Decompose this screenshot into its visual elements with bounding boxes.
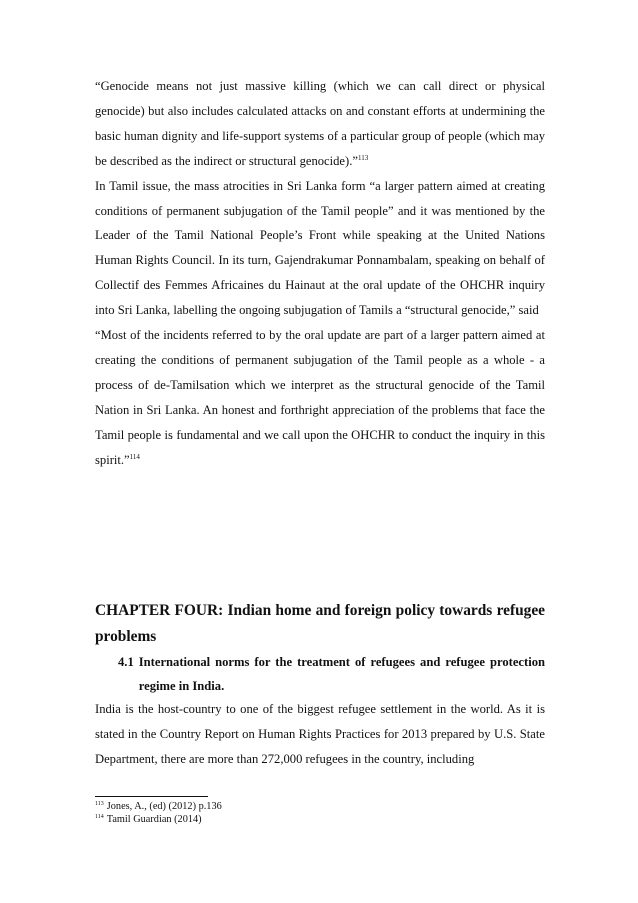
footnote-reference[interactable]: 114 bbox=[129, 452, 140, 461]
footnote-item bbox=[95, 813, 222, 826]
section-heading bbox=[118, 650, 545, 698]
paragraph-text: “Genocide means not just massive killing (which we can call direct or physical genocide) but also includes calculated attacks on and constant efforts at undermining the basic human dignity and life-support systems of a particular group of people (which may be described as the indirect or structural genocide).” bbox=[95, 79, 545, 168]
section-title: International norms for the treatment of refugees and refugee protection regime in India. bbox=[138, 655, 545, 693]
tamil-issue-paragraph bbox=[95, 174, 545, 323]
ponnambalam-quote-paragraph bbox=[95, 323, 545, 472]
footnote-divider bbox=[95, 796, 208, 797]
body-text-bottom bbox=[95, 697, 545, 772]
body-text-top bbox=[95, 74, 545, 473]
section-number: 4.1 bbox=[118, 655, 134, 669]
footnote-number: 113 bbox=[95, 801, 104, 807]
chapter-heading: CHAPTER FOUR: Indian home and foreign policy towards refugee problems bbox=[95, 602, 545, 645]
paragraph-text: “Most of the incidents referred to by the oral update are part of a larger pattern aimed at creating the conditions of permanent subjugation of the Tamil people as a whole - a process of de-Tamilsation which we interpret as the structural genocide of the Tamil Nation in Sri Lanka. An honest and forthright appreciation of the problems that face the Tamil people is fundamental and we call upon the OHCHR to conduct the inquiry in this spirit.” bbox=[95, 328, 545, 467]
paragraph-text: In Tamil issue, the mass atrocities in Sri Lanka form “a larger pattern aimed at creating conditions of permanent subjugation of the Tamil people” and it was mentioned by the Leader of the Tamil National People’s Front while speaking at the United Nations Human Rights Council. In its turn, Gajendrakumar Ponnambalam, speaking on behalf of Collectif des Femmes Africaines du Hainaut at the oral update of the OHCHR inquiry into Sri Lanka, labelling the ongoing subjugation of Tamils a “structural genocide,” said bbox=[95, 178, 545, 318]
footnote-reference[interactable]: 113 bbox=[357, 153, 369, 162]
india-refugee-paragraph: India is the host-country to one of the biggest refugee settlement in the world. As it is stated in the Country Report on Human Rights Practices for 2013 prepared by U.S. State Department, there are more than 272,000 refugees in the country, including bbox=[95, 702, 545, 766]
genocide-quote-paragraph bbox=[95, 74, 545, 174]
footnote-number: 114 bbox=[95, 814, 104, 820]
footnotes bbox=[95, 800, 222, 826]
footnote-text: Jones, A., (ed) (2012) p.136 bbox=[106, 801, 222, 812]
footnote-text: Tamil Guardian (2014) bbox=[106, 814, 202, 825]
footnote-item bbox=[95, 800, 222, 813]
